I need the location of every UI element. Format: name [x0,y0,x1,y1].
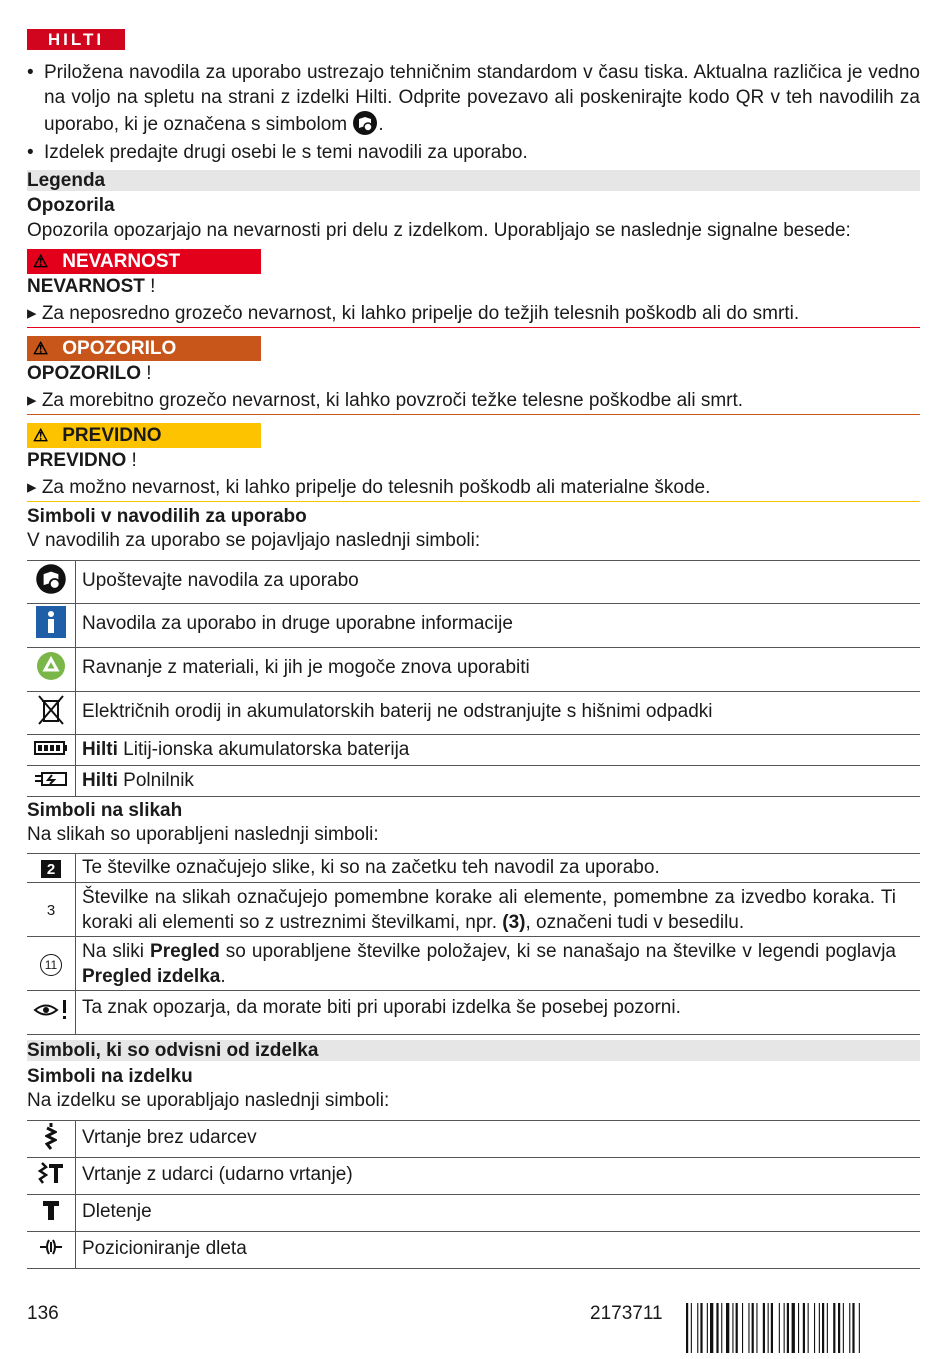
barcode-bar [827,1303,828,1353]
warnings-title: Opozorila [27,195,115,216]
charger-icon [27,766,76,797]
product-symbols-table [27,1120,920,1269]
barcode-bar [752,1303,754,1353]
barcode-bar [768,1303,769,1353]
manual-symbols-title: Simboli v navodilih za uporabo [27,506,307,527]
symbol-description: Dletenje [76,1195,921,1232]
barcode-bar [798,1303,799,1353]
document-number: 2173711 [590,1303,663,1324]
table-row [27,604,920,648]
barcode-bar [756,1303,757,1353]
step-number-icon: 3 [27,883,76,937]
symbol-description: Pozicioniranje dleta [76,1232,921,1269]
barcode-bar [838,1303,840,1353]
barcode-bar [784,1303,785,1353]
recycle-icon [27,648,76,692]
barcode-image [686,1303,920,1353]
caution-label: PREVIDNO [62,424,162,446]
danger-label: NEVARNOST [62,250,181,272]
barcode-bar [859,1303,860,1353]
caution-text: ▸ Za možno nevarnost, ki lahko pripelje do telesnih poškodb ali materialne škode. [27,477,711,498]
barcode-bar [787,1303,789,1353]
barcode-bar [697,1303,698,1353]
barcode-bar [849,1303,850,1353]
product-symbols-title: Simboli na izdelku [27,1066,193,1087]
barcode-bar [742,1303,743,1353]
intro-bullet-1 [27,60,920,143]
danger-rule [27,327,920,328]
symbol-description: Vrtanje brez udarcev [76,1121,921,1158]
barcode-bar [819,1303,820,1353]
barcode-bar [792,1303,795,1353]
warning-triangle-icon: ⚠ [33,338,49,358]
barcode-bar [852,1303,854,1353]
barcode-bar [748,1303,749,1353]
barcode-bar [822,1303,824,1353]
barcode-bar [736,1303,738,1353]
caution-signal-box [27,423,261,448]
warning-label: OPOZORILO [62,337,177,359]
barcode-bar [771,1303,773,1353]
table-row [27,648,920,692]
symbol-description: Številke na slikah označujejo pomembne korake ali elemente, pomembne za izvedbo koraka. Ti koraki ali elementi so z ustreznimi številkami, npr. (3), označeni tudi v besedilu. [76,883,921,937]
danger-signal-box [27,249,261,274]
legend-heading: Legenda [27,170,920,191]
barcode-bar [691,1303,692,1353]
symbol-description: Navodila za uporabo in druge uporabne informacije [76,604,921,648]
warning-rule [27,414,920,415]
barcode-bar [732,1303,733,1353]
intro-bullet-1-text: Priložena navodila za uporabo ustrezajo tehničnim standardom v času tiska. Aktualna različica je vedno na voljo na spletu na strani z izdelki Hilti. Odprite povezavo ali poskenirajte kodo QR v teh navodilih za uporabo, ki je označena s simbolom [44,62,920,135]
barcode-bar [808,1303,809,1353]
caution-rule [27,501,920,502]
barcode-bar [843,1303,844,1353]
battery-icon [27,735,76,766]
barcode-bar [726,1303,729,1353]
barcode-bar [763,1303,765,1353]
manual-symbols-intro: V navodilih za uporabo se pojavljajo naslednji simboli: [27,530,481,551]
product-symbols-intro: Na izdelku se uporabljajo naslednji simboli: [27,1090,390,1111]
barcode-bar [716,1303,718,1353]
table-row [27,766,920,797]
warning-word: OPOZORILO ! [27,363,152,384]
warnings-text: Opozorila opozarjajo na nevarnosti pri delu z izdelkom. Uporabljajo se naslednje signalne besede: [27,220,851,241]
figure-symbols-intro: Na slikah so uporabljeni naslednji simboli: [27,824,379,845]
symbol-description: Hilti Polnilnik [76,766,921,797]
symbol-description: Te številke označujejo slike, ki so na začetku teh navodil za uporabo. [76,854,921,883]
table-row [27,883,920,937]
manual-book-icon [27,561,76,604]
chisel-icon [27,1195,76,1232]
intro-bullet-2 [27,140,920,165]
page-number: 136 [27,1303,59,1324]
info-icon [27,604,76,648]
barcode-bar [779,1303,780,1353]
barcode-bar [710,1303,713,1353]
caution-word: PREVIDNO ! [27,450,137,471]
table-row [27,1232,920,1269]
figure-symbols-title: Simboli na slikah [27,800,183,821]
table-row [27,937,920,991]
bullet-dot: • [27,62,34,83]
table-row [27,735,920,766]
table-row [27,1195,920,1232]
crossed-bin-icon [27,692,76,735]
table-row [27,692,920,735]
warning-triangle-icon: ⚠ [33,251,49,271]
symbol-description: Upoštevajte navodila za uporabo [76,561,921,604]
intro-bullet-1-end: . [378,114,384,135]
barcode-bar [700,1303,702,1353]
warning-triangle-icon: ⚠ [33,425,49,445]
symbol-description: Na sliki Pregled so uporabljene številke položajev, ki se nanašajo na številke v legendi poglavja Pregled izdelka. [76,937,921,991]
figure-symbols-table [27,853,920,1035]
manual-symbols-table [27,560,920,797]
hilti-logo: HILTI [27,29,125,50]
danger-word: NEVARNOST ! [27,276,156,297]
barcode-bar [707,1303,708,1353]
table-row [27,1121,920,1158]
product-symbols-heading: Simboli, ki so odvisni od izdelka [27,1040,920,1061]
hammer-drill-icon [27,1158,76,1195]
danger-text: ▸ Za neposredno grozečo nevarnost, ki lahko pripelje do težjih telesnih poškodb ali do smrti. [27,303,800,324]
bullet-dot: • [27,142,34,163]
warning-signal-box [27,336,261,361]
symbol-description: Ravnanje z materiali, ki jih je mogoče znova uporabiti [76,648,921,692]
table-row [27,561,920,604]
eye-attention-icon [27,991,76,1035]
symbol-description: Električnih orodij in akumulatorskih baterij ne odstranjujte s hišnimi odpadki [76,692,921,735]
table-row [27,854,920,883]
barcode-bar [833,1303,835,1353]
barcode-bar [721,1303,722,1353]
figure-number-icon: 2 [27,854,76,883]
table-row [27,1158,920,1195]
symbol-description: Ta znak opozarja, da morate biti pri uporabi izdelka še posebej pozorni. [76,991,921,1035]
symbol-description: Vrtanje z udarci (udarno vrtanje) [76,1158,921,1195]
barcode-bar [803,1303,805,1353]
symbol-description: Hilti Litij-ionska akumulatorska baterija [76,735,921,766]
barcode-bar [814,1303,815,1353]
table-row [27,991,920,1035]
warning-text: ▸ Za morebitno grozečo nevarnost, ki lahko povzroči težke telesne poškodbe ali smrt. [27,390,744,411]
chisel-position-icon [27,1232,76,1269]
drill-bit-icon [27,1121,76,1158]
manual-book-icon [352,110,378,143]
barcode-bar [686,1303,688,1353]
position-number-icon: 11 [27,937,76,991]
intro-bullet-2-text: Izdelek predajte drugi osebi le s temi navodili za uporabo. [44,142,528,163]
